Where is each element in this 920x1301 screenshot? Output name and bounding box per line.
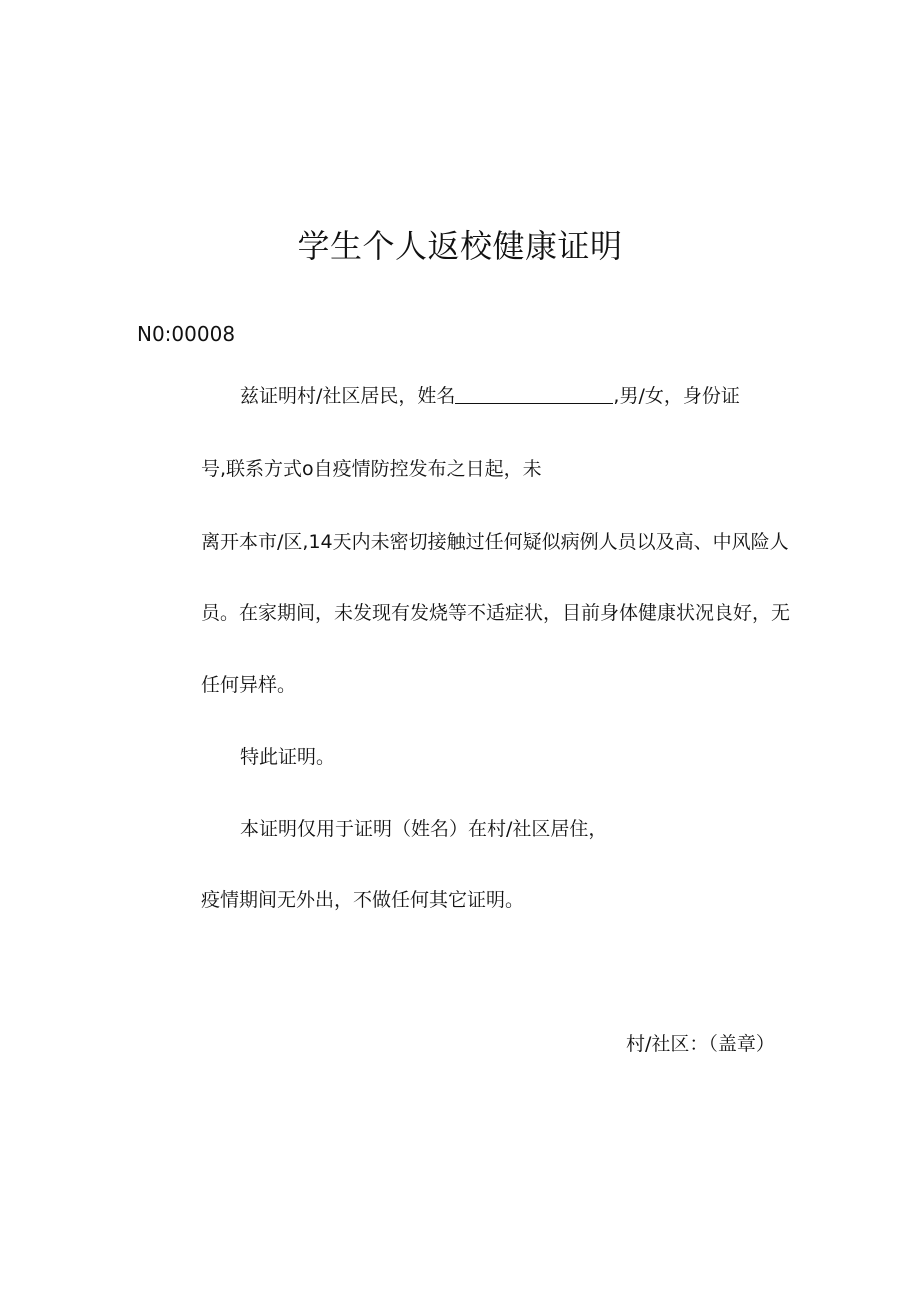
body-line-5: 任何异样。 [201, 674, 297, 696]
body-line-3: 离开本市/区,14天内未密切接触过任何疑似病例人员以及高、中风险人 [201, 531, 789, 553]
line1-before-blank: 兹证明村/社区居民，姓名 [240, 385, 456, 407]
body-line-4: 员。在家期间，未发现有发烧等不适症状，目前身体健康状况良好，无 [201, 602, 791, 624]
document-title: 学生个人返校健康证明 [297, 227, 623, 265]
body-line-8: 疫情期间无外出，不做任何其它证明。 [201, 889, 525, 911]
name-blank-underline [455, 383, 613, 404]
body-line-2: 号,联系方式o自疫情防控发布之日起，未 [201, 458, 542, 480]
body-line-6: 特此证明。 [240, 746, 336, 768]
body-line-1 [240, 382, 740, 410]
line1-after-blank: ,男/女，身份证 [613, 385, 740, 407]
signature-line: 村/社区：（盖章） [626, 1033, 775, 1055]
document-number: N0:00008 [137, 322, 236, 346]
body-line-7: 本证明仅用于证明（姓名）在村/社区居住， [240, 818, 608, 840]
